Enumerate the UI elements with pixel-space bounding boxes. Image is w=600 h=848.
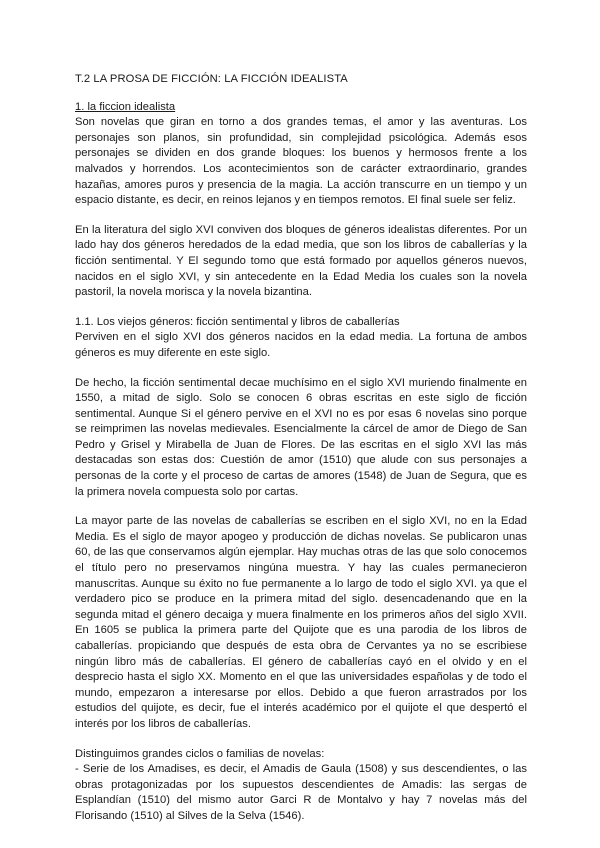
paragraph-2: En la literatura del siglo XVI conviven dos bloques de géneros idealistas diferentes. Por un lado hay dos géneros heredados de la edad media, que son los libros de caballerías y la ficción sentimental. Y El segundo tomo que está formado por aquellos géneros nuevos, nacidos en el siglo XVI, y sin antecedente en la Edad Media los cuales son la novela pastoril, la novela morisca y la novela bizantina. — [75, 223, 527, 299]
paragraph-6-intro: Distinguimos grandes ciclos o familias de novelas: — [75, 747, 325, 760]
paragraph-6-list-item: - Serie de los Amadises, es decir, el Amadis de Gaula (1508) y sus descendientes, o las obras protagonizadas por los supuestos descendientes de Amadis: las sergas de Esplandían (1510) del mismo autor Garci R de Montalvo y hay 7 novelas más del Florisando (1510) al Silves de la Selva (1546). — [75, 763, 527, 822]
section-heading-viejos-generos: 1.1. Los viejos géneros: ficción sentimental y libros de caballerías — [75, 315, 400, 328]
paragraph-gap — [75, 362, 527, 376]
paragraph-gap — [75, 500, 527, 514]
document-title: T.2 LA PROSA DE FICCIÓN: LA FICCIÓN IDEALISTA — [75, 73, 348, 85]
document-body — [75, 72, 527, 825]
paragraph-1: Son novelas que giran en torno a dos grandes temas, el amor y las aventuras. Los personajes son planos, sin profundidad, sin complejidad psicológica. Además esos personajes se dividen en dos grande bloques: los buenos y hermosos frente a los malvados y horrendos. Los acontecimientos son de carácter extraordinario, grandes hazañas, amores puros y presencia de la magia. La acción transcurre en un tiempo y un espacio distante, es decir, en reinos lejanos y en tiempos remotos. El final suele ser feliz. — [75, 116, 527, 207]
paragraph-5: La mayor parte de las novelas de caballerías se escriben en el siglo XVI, no en la Edad Media. Es el siglo de mayor apogeo y producción de dichas novelas. Se publicaron unas 60, de las que conservamos algún ejemplar. Hay muchas otras de las que solo conocemos el título pero no preservamos ningúna muestra. Y hay las cuales permanecieron manuscritas. Aunque su éxito no fue permanente a lo largo de todo el siglo XVI. ya que el verdadero pico se produce en la primera mitad del siglo. desencadenando que en la segunda mitad el género decaiga y muera finalmente en los primeros años del siglo XVII. En 1605 se publica la primera parte del Quijote que es una parodia de los libros de caballerías. propiciando que después de esta obra de Cervantes ya no se escribiese ningún libro más de caballerías. El género de caballerías cayó en el olvido y en el desprecio hasta el siglo XX. Momento en el que las universidades españolas y de todo el mundo, empezaron a interesarse por ellos. Debido a que fueron arrastrados por los estudios del quijote, es decir, fue el interés académico por el quijote el que despertó el interés por los libros de caballerías. — [75, 515, 527, 730]
paragraph-4: De hecho, la ficción sentimental decae muchísimo en el siglo XVI muriendo finalmente en 1550, a mitad de siglo. Solo se conocen 6 obras escritas en este siglo de ficción sentimental. Aunque Si el género pervive en el XVI no es por esas 6 novelas sino porque se reimprimen las novelas medievales. Esencialmente la cárcel de amor de Diego de San Pedro y Grisel y Mirabella de Juan de Flores. De las escritas en el siglo XVI las más destacadas son estas dos: Cuestión de amor (1510) que alude con sus personajes a personas de la corte y el proceso de cartas de amores (1548) de Juan de Segura, que es la primera novela compuesta solo por cartas. — [75, 376, 527, 498]
paragraph-gap — [75, 209, 527, 223]
paragraph-gap — [75, 301, 527, 315]
paragraph-3: Perviven en el siglo XVI dos géneros nacidos en la edad media. La fortuna de ambos géneros es muy diferente en este siglo. — [75, 331, 527, 359]
section-heading-ficcion-idealista: 1. la ficcion idealista — [75, 100, 176, 113]
paragraph-gap — [75, 733, 527, 747]
